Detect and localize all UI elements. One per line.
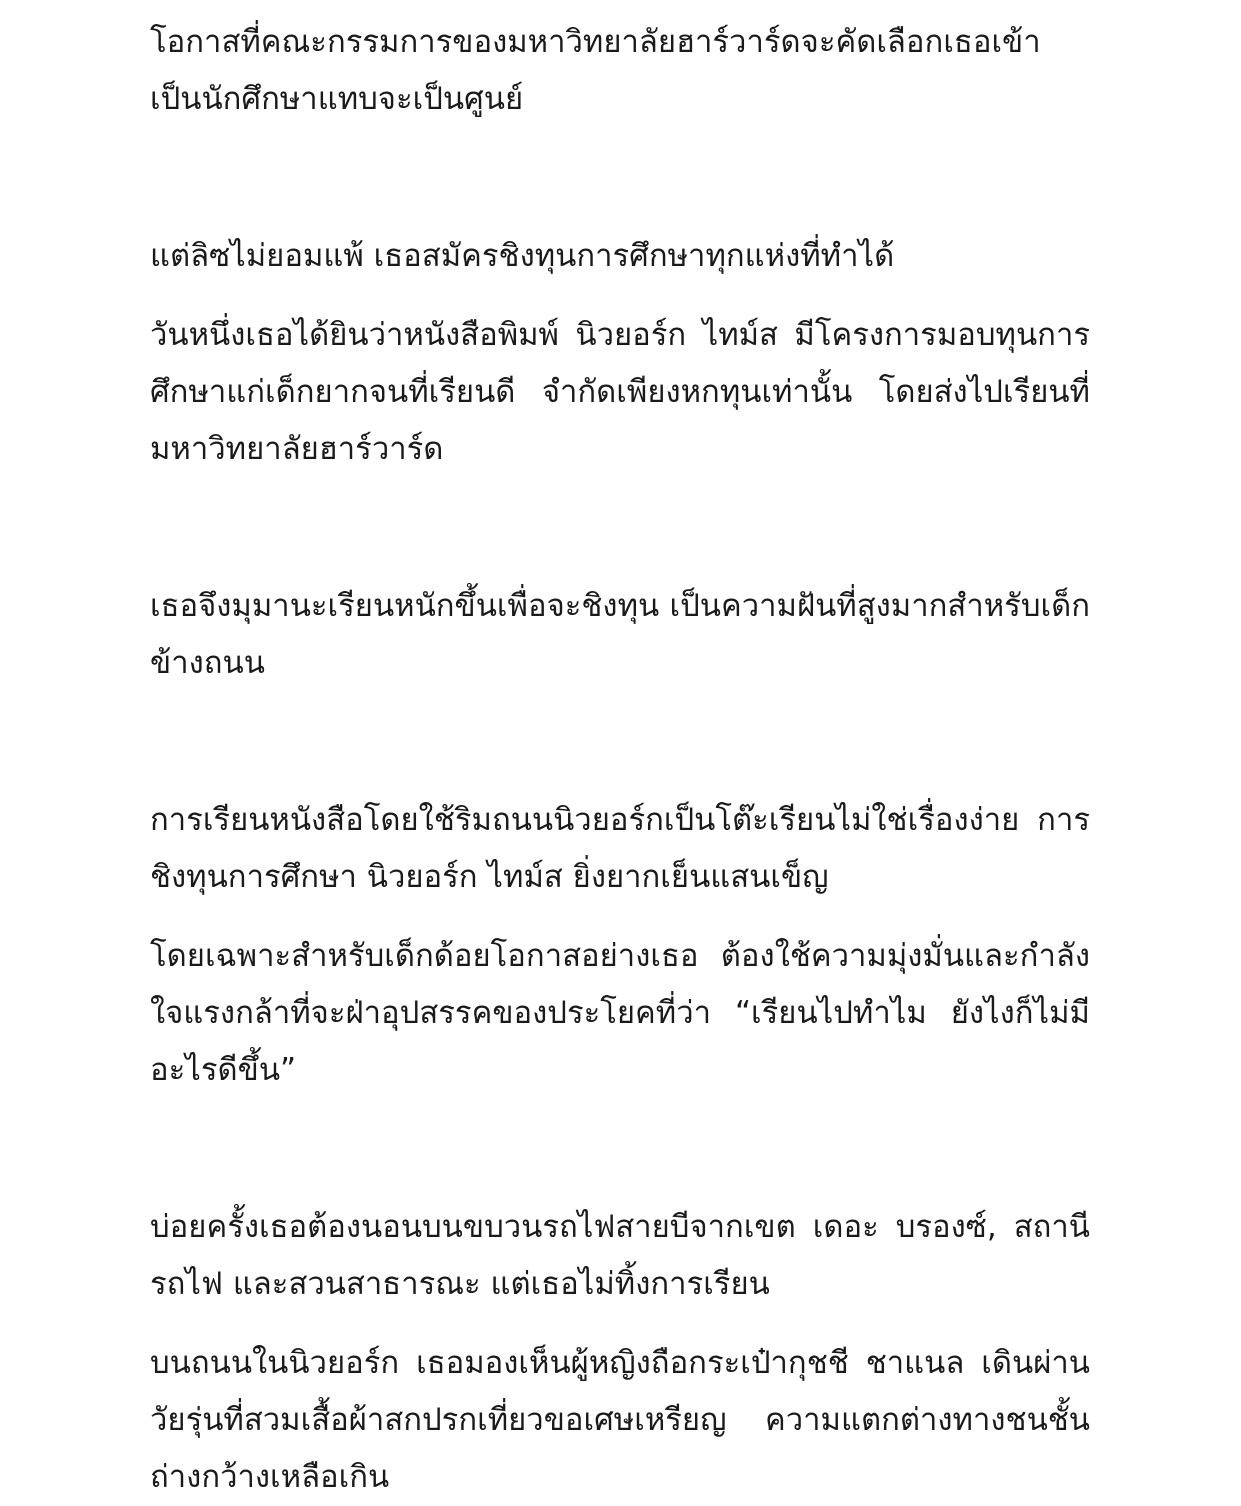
paragraph-2: แต่ลิซไม่ยอมแพ้ เธอสมัครชิงทุนการศึกษาทุกแห่งที่ทำได้ <box>150 238 895 274</box>
paragraph-gap <box>150 285 1090 307</box>
paragraph-6: โดยเฉพาะสำหรับเด็กด้อยโอกาสอย่างเธอ ต้องใช้ความมุ่งมั่นและกำลังใจแรงกล้าที่จะฝ่าอุปสรรคของประโยคที่ว่า “เรียนไปทำไม ยังไงก็ไม่มีอะไรดีขึ้น” <box>150 938 1090 1088</box>
paragraph-7: บ่อยครั้งเธอต้องนอนบนขบวนรถไฟสายบีจากเขต เดอะ บรองซ์, สถานีรถไฟ และสวนสาธารณะ แต่เธอไม่ทิ้งการเรียน <box>150 1209 1090 1302</box>
paragraph-gap <box>150 128 1090 228</box>
paragraph-gap <box>150 692 1090 792</box>
paragraph-gap <box>150 1099 1090 1199</box>
paragraph-gap <box>150 906 1090 928</box>
paragraph-3: วันหนึ่งเธอได้ยินว่าหนังสือพิมพ์ นิวยอร์ก ไทม์ส มีโครงการมอบทุนการศึกษาแก่เด็กยากจนที่เรียนดี จำกัดเพียงหกทุนเท่านั้น โดยส่งไปเรียนที่มหาวิทยาลัยฮาร์วาร์ด <box>150 317 1090 467</box>
paragraph-gap <box>150 478 1090 578</box>
paragraph-4: เธอจึงมุมานะเรียนหนักขึ้นเพื่อจะชิงทุน เป็นความฝันที่สูงมากสำหรับเด็กข้างถนน <box>150 588 1090 681</box>
paragraph-gap <box>150 1313 1090 1335</box>
paragraph-5: การเรียนหนังสือโดยใช้ริมถนนนิวยอร์กเป็นโต๊ะเรียนไม่ใช่เรื่องง่าย การชิงทุนการศึกษา นิวยอร์ก ไทม์ส ยิ่งยากเย็นแสนเข็ญ <box>150 802 1090 895</box>
article-body <box>150 14 1090 1506</box>
paragraph-1: โอกาสที่คณะกรรมการของมหาวิทยาลัยฮาร์วาร์ดจะคัดเลือกเธอเข้าเป็นนักศึกษาแทบจะเป็นศูนย์ <box>150 24 1041 117</box>
paragraph-8: บนถนนในนิวยอร์ก เธอมองเห็นผู้หญิงถือกระเป๋ากุชชี ชาแนล เดินผ่านวัยรุ่นที่สวมเสื้อผ้าสกปรกเที่ยวขอเศษเหรียญ ความแตกต่างทางชนชั้นถ่างกว้างเหลือเกิน <box>150 1345 1090 1495</box>
